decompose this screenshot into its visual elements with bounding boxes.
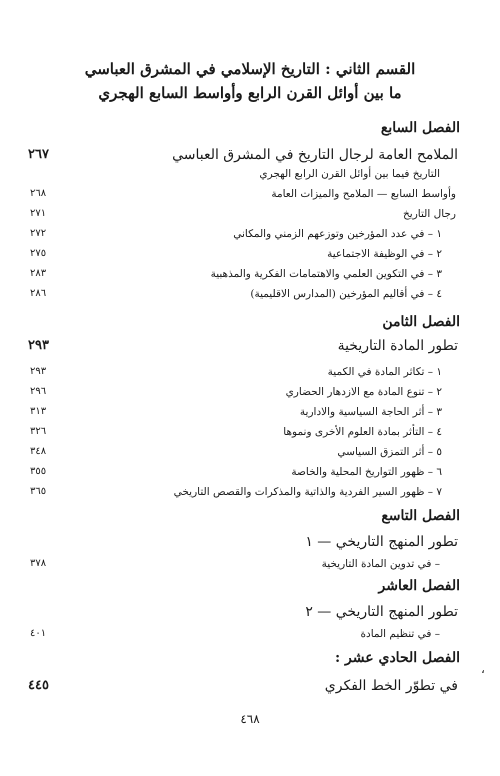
toc-entry-page: ٢٦٨ xyxy=(30,188,47,199)
toc-entry-text: ٦ – ظهور التواريخ المحلية والخاصة xyxy=(291,466,442,478)
toc-entry-text: ٧ – ظهور السير الفردية والذاتية والمذكرات والقصص التاريخي xyxy=(173,486,442,498)
chapter-7-heading: الفصل السابع xyxy=(380,120,460,136)
toc-entry xyxy=(0,426,500,444)
chapter-11-page: ٤٤٥ xyxy=(28,678,49,693)
toc-entry-page: ٢٩٣ xyxy=(30,366,47,377)
toc-entry-text: – في تدوين المادة التاريخية xyxy=(321,558,440,570)
toc-entry xyxy=(0,188,500,206)
chapter-11-title: في تطوّر الخط الفكري xyxy=(324,678,458,694)
chapter-8-title-row xyxy=(0,338,500,356)
toc-entry-text: ٢ – في الوظيفة الاجتماعية xyxy=(327,248,442,260)
chapter-9-title-row xyxy=(0,534,500,552)
toc-entry-text: ٣ – في التكوين العلمي والاهتمامات الفكرية والمذهبية xyxy=(210,268,442,280)
toc-entry xyxy=(0,446,500,464)
toc-entry xyxy=(0,486,500,504)
toc-entry-text: ٣ – أثر الحاجة السياسية والادارية xyxy=(299,406,442,418)
toc-entry xyxy=(0,628,500,646)
chapter-11-title-row xyxy=(0,678,500,696)
chapter-9-title: تطور المنهج التاريخي — ١ xyxy=(305,534,458,550)
toc-entry xyxy=(0,466,500,484)
toc-entry-text: التاريخ فيما بين أوائل القرن الرابع الهجري xyxy=(259,168,440,180)
chapter-10-title: تطور المنهج التاريخي — ٢ xyxy=(305,604,458,620)
toc-entry-page: ٢٨٦ xyxy=(30,288,47,299)
toc-entry-page: ٢٧١ xyxy=(30,208,47,219)
part-title-line2: ما بين أوائل القرن الرابع وأواسط السابع الهجري xyxy=(98,84,402,102)
part-title-line1: القسم الثاني : التاريخ الإسلامي في المشرق العباسي xyxy=(84,60,416,78)
toc-entry-text: رجال التاريخ xyxy=(403,208,456,220)
toc-entry xyxy=(0,168,500,186)
toc-entry xyxy=(0,386,500,404)
toc-entry-text: ٢ – تنوع المادة مع الازدهار الحضاري xyxy=(285,386,442,398)
toc-entry xyxy=(0,228,500,246)
toc-entry xyxy=(0,248,500,266)
margin-mark: ، xyxy=(481,662,485,676)
toc-entry-page: ٢٨٣ xyxy=(30,268,47,279)
toc-entry-page: ٣٧٨ xyxy=(30,558,47,569)
toc-entry-text: ٤ – التأثر بمادة العلوم الأخرى ونموها xyxy=(283,426,442,438)
chapter-8-page: ٢٩٣ xyxy=(28,338,49,353)
chapter-7-title-row xyxy=(0,147,500,165)
chapter-9-heading: الفصل التاسع xyxy=(381,508,460,524)
toc-entry-page: ٣٤٨ xyxy=(30,446,47,457)
toc-entry-page: ٢٩٦ xyxy=(30,386,47,397)
toc-entry-text: ١ – في عدد المؤرخين وتوزعهم الزمني والمكاني xyxy=(233,228,442,240)
toc-entry xyxy=(0,366,500,384)
chapter-7-page: ٢٦٧ xyxy=(28,147,49,162)
toc-entry xyxy=(0,208,500,226)
toc-entry-text: ١ – تكاثر المادة في الكمية xyxy=(327,366,442,378)
chapter-8-heading: الفصل الثامن xyxy=(382,314,460,330)
toc-entry-text: – في تنظيم المادة xyxy=(360,628,440,640)
toc-entry xyxy=(0,268,500,286)
toc-entry-page: ٤٠١ xyxy=(30,628,47,639)
chapter-8-title: تطور المادة التاريخية xyxy=(337,338,458,354)
chapter-11-heading: الفصل الحادي عشر : xyxy=(335,650,460,666)
toc-entry-text: ٥ – أثر التمزق السياسي xyxy=(337,446,442,458)
toc-entry-text: ٤ – في أقاليم المؤرخين (المدارس الاقليمية) xyxy=(250,288,442,300)
toc-entry-page: ٣٢٦ xyxy=(30,426,47,437)
toc-entry xyxy=(0,406,500,424)
toc-entry-page: ٣٥٥ xyxy=(30,466,47,477)
toc-entry xyxy=(0,558,500,576)
toc-entry-page: ٣١٣ xyxy=(30,406,47,417)
page-number: ٤٦٨ xyxy=(240,712,260,726)
toc-entry-page: ٢٧٢ xyxy=(30,228,47,239)
toc-entry-page: ٢٧٥ xyxy=(30,248,47,259)
chapter-7-title: الملامح العامة لرجال التاريخ في المشرق العباسي xyxy=(172,147,458,163)
toc-entry-text: وأواسط السابع — الملامح والميزات العامة xyxy=(271,188,456,200)
toc-entry xyxy=(0,288,500,306)
chapter-10-heading: الفصل العاشر xyxy=(378,578,460,594)
chapter-10-title-row xyxy=(0,604,500,622)
toc-entry-page: ٣٦٥ xyxy=(30,486,47,497)
